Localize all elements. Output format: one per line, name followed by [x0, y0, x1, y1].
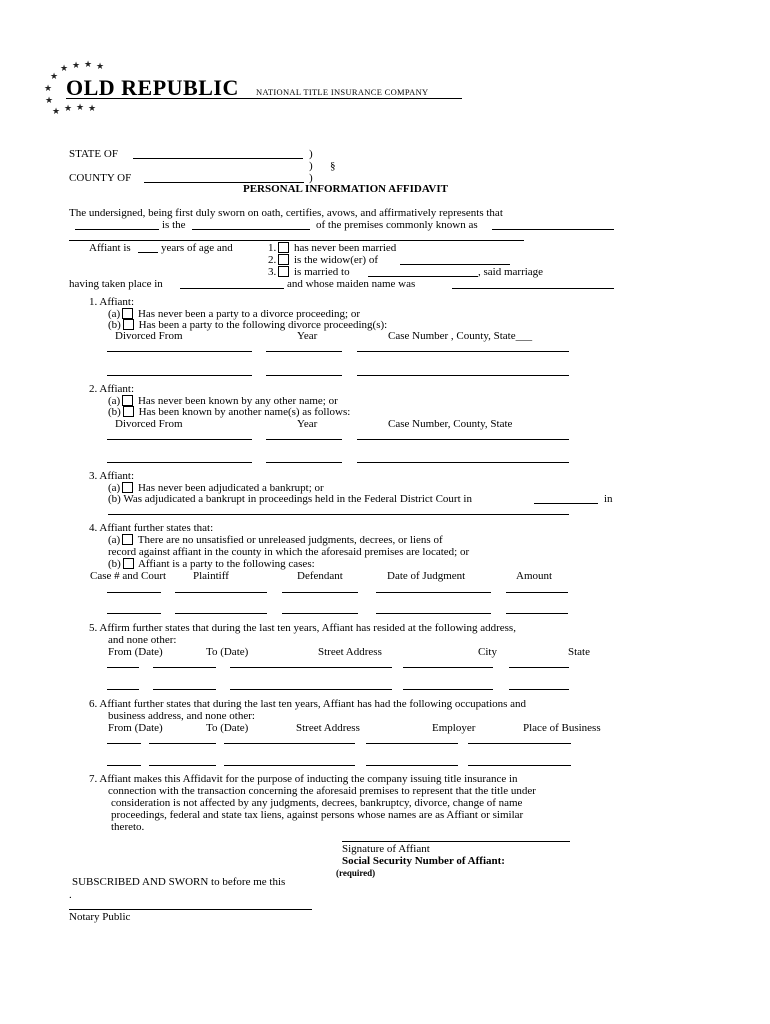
- notary-label: Notary Public: [69, 911, 131, 923]
- option-label: Has been a party to the following divorce proceeding(s):: [138, 319, 388, 331]
- county-label: COUNTY OF: [69, 172, 132, 184]
- column-header: Year: [297, 418, 318, 430]
- table-field[interactable]: [175, 592, 267, 593]
- star-icon: ★: [64, 103, 73, 113]
- column-header: Plaintiff: [193, 570, 229, 582]
- table-field[interactable]: [107, 351, 252, 352]
- ssn-required-note: (required): [336, 868, 376, 878]
- option-letter: (b): [108, 406, 121, 418]
- state-field[interactable]: [133, 158, 303, 159]
- age-field[interactable]: [138, 252, 158, 253]
- table-field[interactable]: [107, 689, 139, 690]
- star-icon: ★: [45, 95, 54, 105]
- table-field[interactable]: [107, 743, 141, 744]
- table-field[interactable]: [376, 592, 491, 593]
- married-to-field[interactable]: [368, 276, 478, 277]
- star-icon: ★: [60, 63, 69, 73]
- table-field[interactable]: [230, 689, 392, 690]
- table-field[interactable]: [403, 689, 493, 690]
- ssn-label: Social Security Number of Affiant:: [342, 855, 505, 867]
- section-4-option-a: [108, 534, 443, 546]
- star-icon: ★: [44, 83, 53, 93]
- is-the-label: is the: [162, 219, 186, 231]
- table-field[interactable]: [282, 592, 358, 593]
- section-1-heading: 1. Affiant:: [89, 296, 135, 308]
- star-icon: ★: [50, 71, 59, 81]
- maiden-name-field[interactable]: [452, 288, 614, 289]
- column-header: Divorced From: [115, 330, 183, 342]
- table-field[interactable]: [153, 689, 216, 690]
- section-5-heading-2: and none other:: [108, 634, 177, 646]
- star-icon: ★: [88, 103, 97, 113]
- affiant-name-field[interactable]: [75, 229, 159, 230]
- section-2-option-b: [108, 406, 350, 418]
- checkbox-3a[interactable]: [122, 482, 133, 493]
- paren: ): [309, 160, 313, 172]
- premises-label: of the premises commonly known as: [316, 219, 478, 231]
- table-field[interactable]: [357, 375, 569, 376]
- option-number: 1.: [268, 242, 277, 254]
- option-letter: (a): [108, 534, 121, 546]
- years-label: years of age and: [161, 242, 233, 254]
- column-header: Street Address: [296, 722, 360, 734]
- star-icon: ★: [84, 59, 93, 69]
- checkbox-4b[interactable]: [123, 558, 134, 569]
- paren: ): [309, 148, 313, 160]
- section-4-text: record against affiant in the county in which the aforesaid premises are located; or: [108, 546, 470, 558]
- court-field[interactable]: [534, 503, 598, 504]
- column-header: Case # and Court: [90, 570, 167, 582]
- option-letter: (b): [108, 319, 121, 331]
- star-icon: ★: [76, 102, 85, 112]
- table-field[interactable]: [403, 667, 493, 668]
- premises-field-2[interactable]: [69, 240, 524, 241]
- table-field[interactable]: [506, 592, 568, 593]
- star-icon: ★: [52, 106, 61, 116]
- affiant-is-label: Affiant is: [89, 242, 131, 254]
- form-title: PERSONAL INFORMATION AFFIDAVIT: [243, 183, 448, 195]
- capacity-field[interactable]: [192, 229, 310, 230]
- section-symbol: §: [330, 160, 336, 172]
- column-header: Amount: [516, 570, 553, 582]
- column-header: From (Date): [108, 646, 163, 658]
- column-header: Place of Business: [523, 722, 601, 734]
- column-header: City: [478, 646, 497, 658]
- section-7-line: thereto.: [111, 821, 145, 833]
- option-number: 2.: [268, 254, 277, 266]
- column-header: Case Number, County, State: [388, 418, 513, 430]
- option-label: There are no unsatisfied or unreleased judgments, decrees, or liens of: [137, 534, 443, 546]
- star-icon: ★: [96, 61, 105, 71]
- taken-place-label: having taken place in: [69, 278, 163, 290]
- column-header: Street Address: [318, 646, 382, 658]
- in-label: in: [604, 493, 613, 505]
- checkbox-4a[interactable]: [122, 534, 133, 545]
- option-letter: (a): [108, 482, 121, 494]
- logo-underline: [66, 98, 462, 99]
- section-6-heading-2: business address, and none other:: [108, 710, 255, 722]
- table-field[interactable]: [266, 375, 342, 376]
- court-location-field[interactable]: [108, 514, 569, 515]
- column-header: Divorced From: [115, 418, 183, 430]
- table-field[interactable]: [107, 462, 252, 463]
- option-label: Affiant is a party to the following cases:: [137, 558, 315, 570]
- table-field[interactable]: [282, 613, 358, 614]
- said-marriage-label: , said marriage: [478, 266, 544, 278]
- option-letter: (b): [108, 558, 121, 570]
- table-field[interactable]: [153, 667, 216, 668]
- column-header: Year: [297, 330, 318, 342]
- table-field[interactable]: [509, 689, 569, 690]
- option-label: is the widow(er) of: [294, 254, 379, 266]
- column-header: To (Date): [206, 646, 249, 658]
- option-label: Has never been adjudicated a bankrupt; or: [137, 482, 324, 494]
- logo-subtitle: NATIONAL TITLE INSURANCE COMPANY: [256, 87, 429, 97]
- section-2-heading: 2. Affiant:: [89, 383, 135, 395]
- checkbox-1a[interactable]: [122, 308, 133, 319]
- option-letter: (a): [108, 395, 121, 407]
- checkbox-married[interactable]: [278, 266, 289, 277]
- table-field[interactable]: [149, 765, 216, 766]
- option-number: 3.: [268, 266, 277, 278]
- notary-signature-field[interactable]: [69, 909, 312, 910]
- table-field[interactable]: [107, 439, 252, 440]
- table-field[interactable]: [366, 743, 458, 744]
- table-field[interactable]: [509, 667, 569, 668]
- marriage-place-field[interactable]: [180, 288, 284, 289]
- option-label: Has never been a party to a divorce proceeding; or: [137, 308, 361, 320]
- table-field[interactable]: [224, 765, 355, 766]
- table-field[interactable]: [266, 462, 342, 463]
- column-header: State: [568, 646, 590, 658]
- option-letter: (a): [108, 308, 121, 320]
- section-7-line: consideration is not affected by any judgments, decrees, bankruptcy, divorce, change of name: [111, 797, 523, 809]
- column-header: Date of Judgment: [387, 570, 466, 582]
- star-icon: ★: [72, 60, 81, 70]
- table-field[interactable]: [357, 439, 569, 440]
- column-header: From (Date): [108, 722, 163, 734]
- sworn-dot: .: [69, 889, 72, 901]
- table-field[interactable]: [357, 351, 569, 352]
- checkbox-2a[interactable]: [122, 395, 133, 406]
- paren: ): [309, 172, 313, 184]
- table-field[interactable]: [175, 613, 267, 614]
- signature-field[interactable]: [342, 841, 570, 842]
- checkbox-1b[interactable]: [123, 319, 134, 330]
- option-label: Has been known by another name(s) as follows:: [138, 406, 351, 418]
- marital-option-2: [268, 254, 378, 266]
- sworn-statement: SUBSCRIBED AND SWORN to before me this: [72, 876, 286, 888]
- table-field[interactable]: [107, 765, 141, 766]
- table-field[interactable]: [357, 462, 569, 463]
- table-field[interactable]: [149, 743, 216, 744]
- table-field[interactable]: [468, 765, 571, 766]
- column-header: To (Date): [206, 722, 249, 734]
- section-5-heading: 5. Affirm further states that during the last ten years, Affiant has resided at the following address,: [89, 622, 516, 634]
- logo-title: OLD REPUBLIC: [66, 75, 239, 100]
- table-field[interactable]: [107, 375, 252, 376]
- checkbox-widow[interactable]: [278, 254, 289, 265]
- table-field[interactable]: [468, 743, 571, 744]
- column-header: Case Number , County, State___: [388, 330, 533, 342]
- table-field[interactable]: [376, 613, 491, 614]
- section-4-heading: 4. Affiant further states that:: [89, 522, 214, 534]
- intro-line: The undersigned, being first duly sworn on oath, certifies, avows, and affirmatively represents that: [69, 207, 503, 219]
- section-7-line: 7. Affiant makes this Affidavit for the purpose of inducting the company issuing title insurance in: [89, 773, 518, 785]
- maiden-name-label: and whose maiden name was: [287, 278, 416, 290]
- table-field[interactable]: [506, 613, 568, 614]
- section-3-option-b: (b) Was adjudicated a bankrupt in proceedings held in the Federal District Court in: [108, 493, 472, 505]
- table-field[interactable]: [107, 667, 139, 668]
- option-label: is married to: [294, 266, 350, 278]
- table-field[interactable]: [107, 592, 161, 593]
- marital-option-3: [268, 266, 350, 278]
- signature-label: Signature of Affiant: [342, 843, 430, 855]
- section-7-line: proceedings, federal and state tax liens, against persons whose names are as Affiant or similar: [111, 809, 524, 821]
- section-7-line: connection with the transaction concerning the aforesaid premises to represent that the title under: [108, 785, 536, 797]
- table-field[interactable]: [224, 743, 355, 744]
- table-field[interactable]: [266, 351, 342, 352]
- marital-option-1: [268, 242, 396, 254]
- option-label: Has never been known by any other name; or: [137, 395, 338, 407]
- premises-field[interactable]: [492, 229, 614, 230]
- option-label: has never been married: [294, 242, 397, 254]
- checkbox-never-married[interactable]: [278, 242, 289, 253]
- column-header: Employer: [432, 722, 476, 734]
- checkbox-2b[interactable]: [123, 406, 134, 417]
- section-4-option-b: [108, 558, 315, 570]
- table-field[interactable]: [230, 667, 392, 668]
- table-field[interactable]: [366, 765, 458, 766]
- section-3-heading: 3. Affiant:: [89, 470, 135, 482]
- section-6-heading: 6. Affiant further states that during the last ten years, Affiant has had the following occupations and: [89, 698, 527, 710]
- table-field[interactable]: [107, 613, 161, 614]
- widow-of-field[interactable]: [400, 264, 510, 265]
- table-field[interactable]: [266, 439, 342, 440]
- column-header: Defendant: [297, 570, 343, 582]
- state-label: STATE OF: [69, 148, 118, 160]
